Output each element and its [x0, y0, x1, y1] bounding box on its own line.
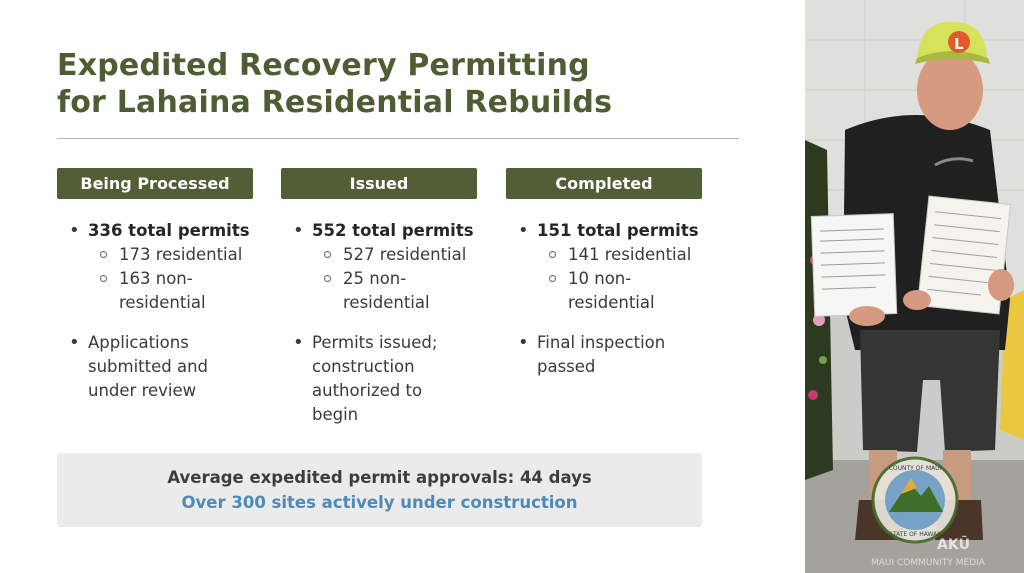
title-divider: [57, 138, 739, 139]
sub-bullet-circle: [324, 251, 331, 258]
status-note-bullet: [57, 331, 253, 403]
residential-count: 141 residential: [568, 245, 692, 264]
note-line: construction: [312, 357, 415, 376]
non-residential-label: residential: [568, 293, 655, 312]
slide-title: [57, 47, 612, 121]
non-residential-count: 10 non-: [568, 269, 632, 288]
hat-letter: L: [954, 35, 964, 53]
sub-bullet-residential: [312, 243, 477, 267]
residential-count: 173 residential: [119, 245, 243, 264]
bullet-dot: •: [293, 220, 304, 241]
sub-bullet-circle: [324, 275, 331, 282]
sub-bullet-circle: [549, 275, 556, 282]
summary-box: [57, 453, 702, 527]
note-line: begin: [312, 405, 359, 424]
watermark-subtext: MAUI COMMUNITY MEDIA: [871, 558, 985, 568]
note-line: Applications: [88, 333, 189, 352]
total-permits: 151 total permits: [537, 221, 699, 240]
sub-bullet-circle: [100, 275, 107, 282]
non-residential-label: residential: [119, 293, 206, 312]
total-permits-bullet: [506, 219, 702, 315]
column-issued: [281, 168, 477, 427]
residential-count: 527 residential: [343, 245, 467, 264]
average-approval-text: Average expedited permit approvals: 44 days: [167, 468, 592, 487]
title-line-1: Expedited Recovery Permitting: [57, 48, 590, 83]
sub-bullet-circle: [549, 251, 556, 258]
total-permits: 336 total permits: [88, 221, 250, 240]
note-line: authorized to: [312, 381, 423, 400]
bullet-dot: •: [293, 332, 304, 353]
status-note-bullet: [281, 331, 477, 427]
sub-bullet-non-residential: [88, 267, 253, 315]
non-residential-count: 25 non-: [343, 269, 407, 288]
sub-bullet-circle: [100, 251, 107, 258]
bullet-dot: •: [69, 220, 80, 241]
note-line: submitted and: [88, 357, 209, 376]
note-line: under review: [88, 381, 197, 400]
sub-bullet-non-residential: [537, 267, 702, 315]
sub-bullet-non-residential: [312, 267, 477, 315]
status-badge: Being Processed: [57, 168, 253, 199]
homeowner-photo: [805, 0, 1024, 573]
camera-photo-panel: [805, 0, 1024, 573]
total-permits-bullet: [57, 219, 253, 315]
note-line: Permits issued;: [312, 333, 438, 352]
total-permits: 552 total permits: [312, 221, 474, 240]
county-seal-logo: [873, 458, 957, 542]
seal-top-text: COUNTY OF MAUI: [888, 465, 942, 472]
seal-bottom-text: STATE OF HAWAII: [889, 531, 941, 538]
status-note-bullet: [506, 331, 702, 379]
total-permits-bullet: [281, 219, 477, 315]
note-line: Final inspection: [537, 333, 666, 352]
title-line-2: for Lahaina Residential Rebuilds: [57, 85, 613, 120]
note-line: passed: [537, 357, 596, 376]
non-residential-count: 163 non-: [119, 269, 193, 288]
status-badge: Completed: [506, 168, 702, 199]
column-completed: [506, 168, 702, 379]
sub-bullet-residential: [537, 243, 702, 267]
sites-under-construction-text: Over 300 sites actively under construction: [181, 493, 578, 512]
bullet-dot: •: [518, 332, 529, 353]
bullet-dot: •: [518, 220, 529, 241]
watermark-text: AKŪ: [937, 537, 971, 553]
status-badge: Issued: [281, 168, 477, 199]
non-residential-label: residential: [343, 293, 430, 312]
sub-bullet-residential: [88, 243, 253, 267]
column-being-processed: [57, 168, 253, 403]
bullet-dot: •: [69, 332, 80, 353]
